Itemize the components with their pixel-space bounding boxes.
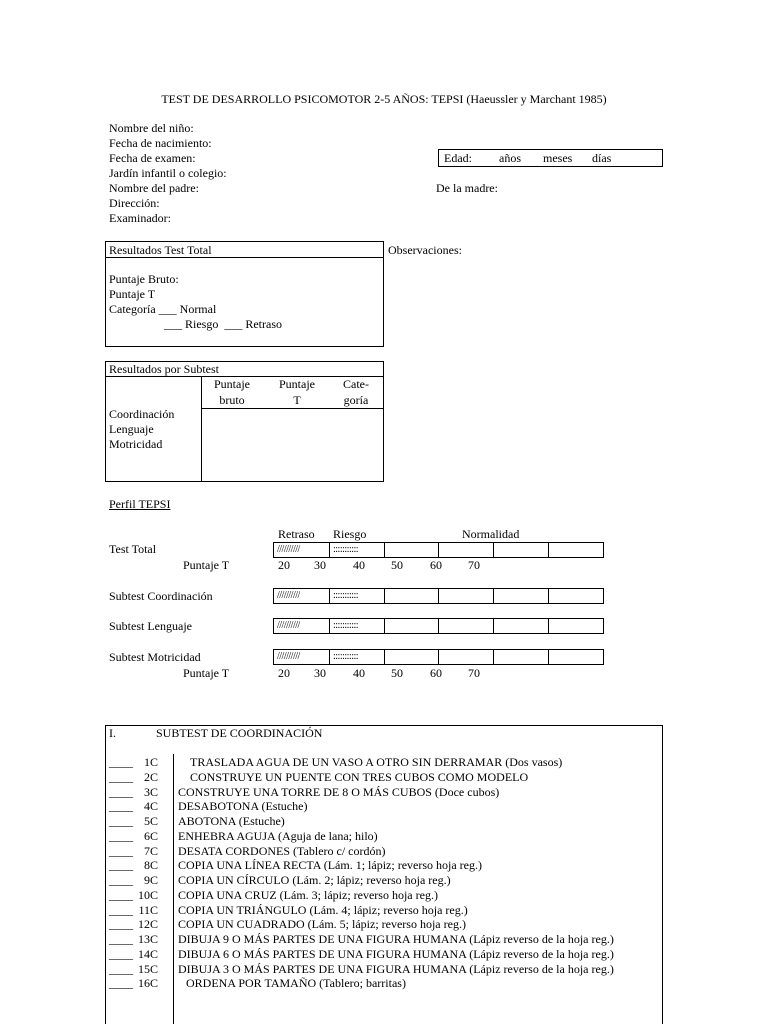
bar-sep bbox=[548, 588, 549, 604]
bar-sep bbox=[438, 588, 439, 604]
item-code: 1C bbox=[143, 755, 158, 769]
scale-50: 50 bbox=[391, 558, 403, 572]
perfil-row-test-total: Test Total bbox=[109, 542, 157, 556]
item-text: ABOTONA (Estuche) bbox=[178, 814, 285, 828]
item-text: DIBUJA 6 O MÁS PARTES DE UNA FIGURA HUMANA (Lápiz reverso de la hoja reg.) bbox=[178, 947, 614, 961]
results-total-divider bbox=[105, 257, 384, 258]
bar-sep bbox=[548, 618, 549, 634]
perfil-riesgo-label: Riesgo bbox=[333, 527, 367, 541]
scale-60: 60 bbox=[430, 558, 442, 572]
item-text: TRASLADA AGUA DE UN VASO A OTRO SIN DERRAMAR (Dos vasos) bbox=[190, 755, 563, 769]
item-blank[interactable]: ____ bbox=[109, 873, 133, 887]
scale-40: 40 bbox=[353, 558, 365, 572]
item-text: COPIA UN CÍRCULO (Lám. 2; lápiz; reverso hoja reg.) bbox=[178, 873, 451, 887]
scale-70: 70 bbox=[468, 666, 480, 680]
item-code: 16C bbox=[137, 976, 158, 990]
item-text: CONSTRUYE UNA TORRE DE 8 O MÁS CUBOS (Doce cubos) bbox=[178, 785, 500, 799]
item-text: DESABOTONA (Estuche) bbox=[178, 799, 308, 813]
bar-sep bbox=[329, 588, 330, 604]
results-subtest-vline bbox=[201, 376, 202, 482]
item-blank[interactable]: ____ bbox=[109, 799, 133, 813]
results-subtest-header: Resultados por Subtest bbox=[109, 362, 219, 376]
edad-dias: días bbox=[592, 151, 612, 165]
item-text: ENHEBRA AGUJA (Aguja de lana; hilo) bbox=[178, 829, 378, 843]
col-puntaje-t-2: T bbox=[293, 393, 301, 407]
item-blank[interactable]: ____ bbox=[109, 844, 133, 858]
item-code: 4C bbox=[143, 799, 158, 813]
riesgo-fill: ::::::::::: bbox=[333, 590, 359, 601]
perfil-puntaje-t-label-1: Puntaje T bbox=[183, 558, 230, 572]
col-categoria-2: goría bbox=[343, 393, 369, 407]
item-code: 5C bbox=[143, 814, 158, 828]
bar-sep bbox=[329, 618, 330, 634]
item-blank[interactable]: ____ bbox=[109, 947, 133, 961]
item-code: 2C bbox=[143, 770, 158, 784]
page-title: TEST DE DESARROLLO PSICOMOTOR 2-5 AÑOS: TEPSI (Haeussler y Marchant 1985) bbox=[161, 92, 607, 106]
bar-sep bbox=[548, 649, 549, 665]
item-code: 14C bbox=[137, 947, 158, 961]
bar-sep bbox=[493, 618, 494, 634]
item-code: 12C bbox=[137, 917, 158, 931]
item-code: 7C bbox=[143, 844, 158, 858]
bar-sep bbox=[493, 542, 494, 558]
item-code: 11C bbox=[138, 903, 158, 917]
item-blank[interactable]: ____ bbox=[109, 903, 133, 917]
item-blank[interactable]: ____ bbox=[109, 917, 133, 931]
item-blank[interactable]: ____ bbox=[109, 770, 133, 784]
scale-30: 30 bbox=[314, 666, 326, 680]
bar-sep bbox=[329, 649, 330, 665]
item-blank[interactable]: ____ bbox=[109, 755, 133, 769]
item-blank[interactable]: ____ bbox=[109, 829, 133, 843]
item-blank[interactable]: ____ bbox=[109, 785, 133, 799]
subtest-inner-vline bbox=[173, 754, 174, 1024]
item-code: 13C bbox=[137, 932, 158, 946]
bar-sep bbox=[438, 542, 439, 558]
item-text: ORDENA POR TAMAÑO (Tablero; barritas) bbox=[186, 976, 406, 990]
riesgo-fill: ::::::::::: bbox=[333, 620, 359, 631]
bar-sep bbox=[493, 649, 494, 665]
categoria-label: Categoría ___ Normal bbox=[109, 302, 217, 316]
item-blank[interactable]: ____ bbox=[109, 814, 133, 828]
row-coordinacion: Coordinación bbox=[109, 407, 175, 421]
field-fecha-examen: Fecha de examen: bbox=[109, 151, 196, 165]
item-blank[interactable]: ____ bbox=[109, 932, 133, 946]
item-code: 15C bbox=[137, 962, 158, 976]
perfil-row-motricidad: Subtest Motricidad bbox=[109, 650, 201, 664]
scale-20: 20 bbox=[278, 666, 290, 680]
bar-sep bbox=[384, 618, 385, 634]
retraso-fill: ////////// bbox=[277, 620, 300, 631]
bar-sep bbox=[329, 542, 330, 558]
item-code: 9C bbox=[143, 873, 158, 887]
scale-60: 60 bbox=[430, 666, 442, 680]
bar-sep bbox=[493, 588, 494, 604]
scale-50: 50 bbox=[391, 666, 403, 680]
riesgo-retraso-label: ___ Riesgo ___ Retraso bbox=[164, 317, 282, 331]
subtest-title: SUBTEST DE COORDINACIÓN bbox=[156, 726, 323, 740]
col-puntaje-bruto-1: Puntaje bbox=[214, 377, 250, 391]
item-text: COPIA UNA LÍNEA RECTA (Lám. 1; lápiz; reverso hoja reg.) bbox=[178, 858, 482, 872]
subtest-number: I. bbox=[109, 726, 116, 740]
field-jardin: Jardín infantil o colegio: bbox=[109, 166, 227, 180]
item-code: 10C bbox=[137, 888, 158, 902]
scale-20: 20 bbox=[278, 558, 290, 572]
scale-30: 30 bbox=[314, 558, 326, 572]
item-blank[interactable]: ____ bbox=[109, 888, 133, 902]
item-blank[interactable]: ____ bbox=[109, 976, 133, 990]
retraso-fill: ////////// bbox=[277, 651, 300, 662]
field-direccion: Dirección: bbox=[109, 196, 160, 210]
field-madre: De la madre: bbox=[436, 181, 498, 195]
perfil-puntaje-t-label-2: Puntaje T bbox=[183, 666, 230, 680]
item-text: DESATA CORDONES (Tablero c/ cordón) bbox=[178, 844, 386, 858]
item-text: DIBUJA 9 O MÁS PARTES DE UNA FIGURA HUMANA (Lápiz reverso de la hoja reg.) bbox=[178, 932, 614, 946]
perfil-title: Perfil TEPSI bbox=[109, 497, 171, 511]
subtest-left-border bbox=[105, 725, 106, 1024]
col-puntaje-bruto-2: bruto bbox=[219, 393, 245, 407]
item-code: 8C bbox=[143, 858, 158, 872]
puntaje-t-label: Puntaje T bbox=[109, 287, 156, 301]
row-motricidad: Motricidad bbox=[109, 437, 163, 451]
field-nombre-padre: Nombre del padre: bbox=[109, 181, 199, 195]
results-total-header: Resultados Test Total bbox=[109, 243, 212, 257]
results-subtest-col-divider bbox=[201, 408, 384, 409]
riesgo-fill: ::::::::::: bbox=[333, 651, 359, 662]
col-categoria-1: Cate- bbox=[343, 377, 369, 391]
bar-sep bbox=[438, 618, 439, 634]
item-text: COPIA UNA CRUZ (Lám. 3; lápiz; reverso hoja reg.) bbox=[178, 888, 438, 902]
field-examinador: Examinador: bbox=[109, 211, 171, 225]
riesgo-fill: ::::::::::: bbox=[333, 544, 359, 555]
retraso-fill: ////////// bbox=[277, 544, 300, 555]
bar-sep bbox=[438, 649, 439, 665]
item-blank[interactable]: ____ bbox=[109, 962, 133, 976]
subtest-right-border bbox=[662, 725, 663, 1024]
item-code: 3C bbox=[143, 785, 158, 799]
puntaje-bruto-label: Puntaje Bruto: bbox=[109, 272, 179, 286]
observaciones-label: Observaciones: bbox=[388, 243, 462, 257]
scale-40: 40 bbox=[353, 666, 365, 680]
perfil-normalidad-label: Normalidad bbox=[462, 527, 520, 541]
bar-sep bbox=[548, 542, 549, 558]
bar-sep bbox=[384, 542, 385, 558]
item-text: COPIA UN CUADRADO (Lám. 5; lápiz; reverso hoja reg.) bbox=[178, 917, 466, 931]
edad-anos: años bbox=[499, 151, 521, 165]
field-nombre-nino: Nombre del niño: bbox=[109, 121, 194, 135]
item-text: DIBUJA 3 O MÁS PARTES DE UNA FIGURA HUMANA (Lápiz reverso de la hoja reg.) bbox=[178, 962, 614, 976]
item-code: 6C bbox=[143, 829, 158, 843]
item-text: COPIA UN TRIÁNGULO (Lám. 4; lápiz; reverso hoja reg.) bbox=[178, 903, 468, 917]
retraso-fill: ////////// bbox=[277, 590, 300, 601]
bar-sep bbox=[384, 649, 385, 665]
perfil-row-coordinacion: Subtest Coordinación bbox=[109, 589, 213, 603]
field-fecha-nacimiento: Fecha de nacimiento: bbox=[109, 136, 212, 150]
col-puntaje-t-1: Puntaje bbox=[279, 377, 315, 391]
perfil-row-lenguaje: Subtest Lenguaje bbox=[109, 619, 192, 633]
edad-label: Edad: bbox=[444, 151, 472, 165]
perfil-retraso-label: Retraso bbox=[278, 527, 315, 541]
scale-70: 70 bbox=[468, 558, 480, 572]
bar-sep bbox=[384, 588, 385, 604]
row-lenguaje: Lenguaje bbox=[109, 422, 154, 436]
item-blank[interactable]: ____ bbox=[109, 858, 133, 872]
edad-meses: meses bbox=[543, 151, 573, 165]
item-text: CONSTRUYE UN PUENTE CON TRES CUBOS COMO MODELO bbox=[190, 770, 529, 784]
